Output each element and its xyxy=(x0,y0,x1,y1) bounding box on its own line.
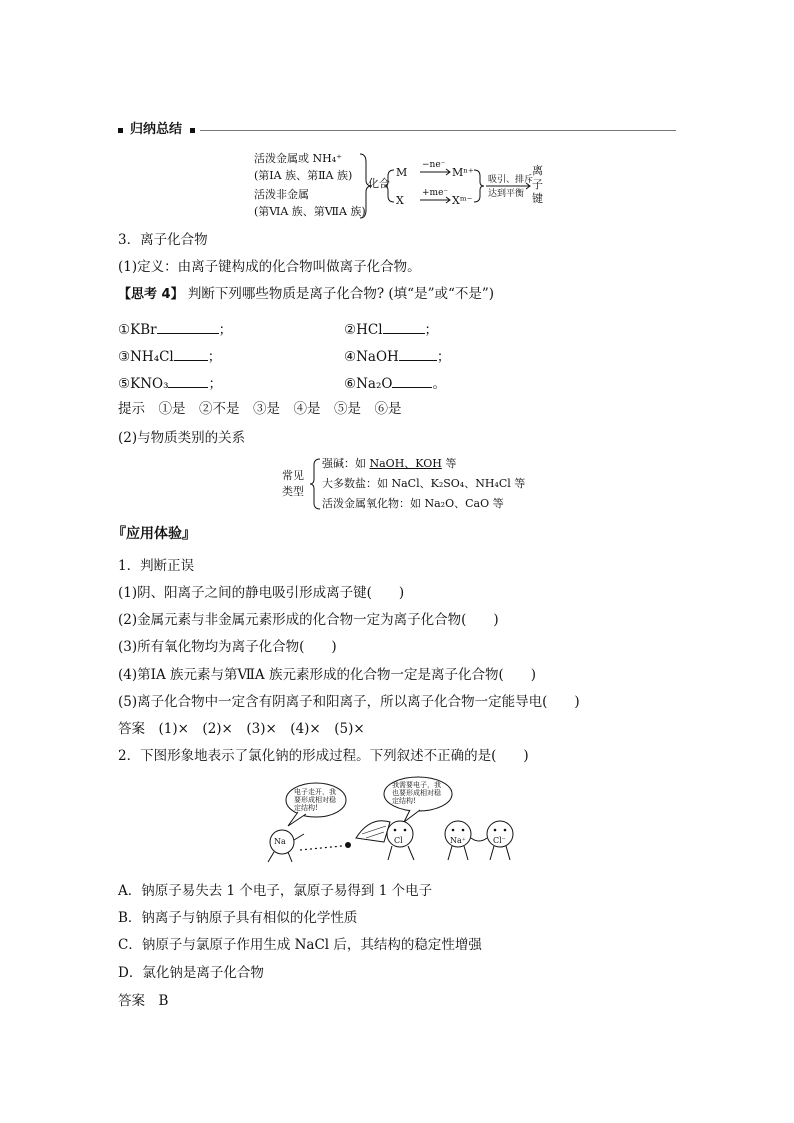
item-kbr: ①KBr ； xyxy=(118,319,232,339)
metal-symbol: M xyxy=(396,166,408,179)
na-bubble-line-1: 电子走开，我 xyxy=(294,788,336,796)
attract-repel-label: 吸引、排斥 xyxy=(488,175,534,185)
heading-rule xyxy=(200,130,676,131)
q1-item-4: (4)第ⅠA 族元素与第ⅦA 族元素形成的化合物一定是离子化合物( ) xyxy=(118,667,536,683)
types-label-1: 常见 xyxy=(282,469,304,482)
option-a: A．钠原子易失去 1 个电子，氯原子易得到 1 个电子 xyxy=(118,883,433,899)
left-line-4: (第ⅥA 族、第ⅦA 族) xyxy=(254,205,366,218)
ionic-bond-char-1: 离 xyxy=(532,164,543,177)
item-kno3: ⑤KNO₃ ； xyxy=(118,373,222,393)
relation-heading: (2)与物质类别的关系 xyxy=(118,430,246,446)
section3-title: 3．离子化合物 xyxy=(118,232,208,248)
item-na2o: ⑥Na₂O 。 xyxy=(344,373,446,393)
answer-blank[interactable] xyxy=(399,346,437,361)
apply-heading: 『应用体验』 xyxy=(112,526,196,542)
bond-formation-diagram xyxy=(250,150,550,220)
answer-blank[interactable] xyxy=(168,373,208,388)
cl-bubble-line-3: 定结构! xyxy=(392,797,416,805)
think-tag: 【思考 4】 xyxy=(118,287,184,302)
option-b: B．钠离子与钠原子具有相似的化学性质 xyxy=(118,910,358,926)
summary-header xyxy=(118,122,678,138)
nacl-cartoon-illustration xyxy=(260,776,540,866)
nonmetal-symbol: X xyxy=(396,194,404,207)
ionic-bond-char-2: 子 xyxy=(532,178,543,191)
ionic-bond-char-3: 键 xyxy=(532,192,543,205)
anion-symbol: Xᵐ⁻ xyxy=(452,194,473,207)
option-c: C．钠原子与氯原子作用生成 NaCl 后，其结构的稳定性增强 xyxy=(118,937,482,953)
type-strong-base: 强碱：如 NaOH、KOH 等 xyxy=(322,457,457,470)
answer-blank[interactable] xyxy=(157,319,219,334)
answer-blank[interactable] xyxy=(392,373,432,388)
q1-answer: 答案 (1)× (2)× (3)× (4)× (5)× xyxy=(118,721,365,737)
na-ion-label: Na⁺ xyxy=(450,836,466,845)
item-hcl: ②HCl ； xyxy=(344,319,438,339)
hint-text: 提示 ①是 ②不是 ③是 ④是 ⑤是 ⑥是 xyxy=(118,401,402,417)
bullet-square-icon xyxy=(190,128,195,133)
na-bubble-line-3: 定结构! xyxy=(294,804,318,812)
gain-electron-label: +me⁻ xyxy=(422,188,449,198)
q2-answer: 答案 B xyxy=(118,993,169,1009)
item-nh4cl: ③NH₄Cl ； xyxy=(118,346,221,366)
cation-symbol: Mⁿ⁺ xyxy=(452,166,474,179)
q1-title: 1．判断正误 xyxy=(118,558,195,574)
think-question xyxy=(118,285,494,304)
type-salts: 大多数盐：如 NaCl、K₂SO₄、NH₄Cl 等 xyxy=(322,477,526,490)
q1-item-1: (1)阴、阳离子之间的静电吸引形成离子键( ) xyxy=(118,585,405,601)
bullet-square-icon xyxy=(118,128,123,133)
left-line-1: 活泼金属或 NH₄⁺ xyxy=(254,152,342,165)
item-naoh: ④NaOH ； xyxy=(344,346,450,366)
cl-atom-label: Cl xyxy=(394,836,403,845)
left-line-3: 活泼非金属 xyxy=(254,188,309,201)
combine-label: 化合 xyxy=(368,177,390,190)
types-brace xyxy=(308,455,322,513)
lose-electron-label: −ne⁻ xyxy=(422,160,446,170)
cl-bubble-line-1: 我需要电子，我 xyxy=(392,781,441,789)
answer-blank[interactable] xyxy=(383,319,425,334)
q1-item-5: (5)离子化合物中一定含有阴离子和阳离子，所以离子化合物一定能导电( ) xyxy=(118,694,580,710)
left-line-2: (第ⅠA 族、第ⅡA 族) xyxy=(254,169,353,182)
types-label-2: 类型 xyxy=(282,485,304,498)
na-atom-label: Na xyxy=(274,837,286,846)
definition-text: (1)定义：由离子键构成的化合物叫做离子化合物。 xyxy=(118,259,421,275)
equilibrium-label: 达到平衡 xyxy=(488,189,525,199)
q1-item-2: (2)金属元素与非金属元素形成的化合物一定为离子化合物( ) xyxy=(118,612,499,628)
q2-title: 2．下图形象地表示了氯化钠的形成过程。下列叙述不正确的是( ) xyxy=(118,748,529,764)
na-bubble-line-2: 要形成相对稳 xyxy=(294,796,336,804)
option-d: D．氯化钠是离子化合物 xyxy=(118,965,264,981)
types-diagram xyxy=(282,455,562,513)
think-question-text: 判断下列哪些物质是离子化合物? (填“是”或“不是”) xyxy=(187,286,495,302)
type-metal-oxides: 活泼金属氧化物：如 Na₂O、CaO 等 xyxy=(322,497,504,510)
summary-heading: 归纳总结 xyxy=(130,122,183,137)
cl-bubble-line-2: 也要形成相对稳 xyxy=(392,789,441,797)
answer-blank[interactable] xyxy=(174,346,208,361)
q1-item-3: (3)所有氧化物均为离子化合物( ) xyxy=(118,639,337,655)
cl-ion-label: Cl⁻ xyxy=(493,836,506,845)
